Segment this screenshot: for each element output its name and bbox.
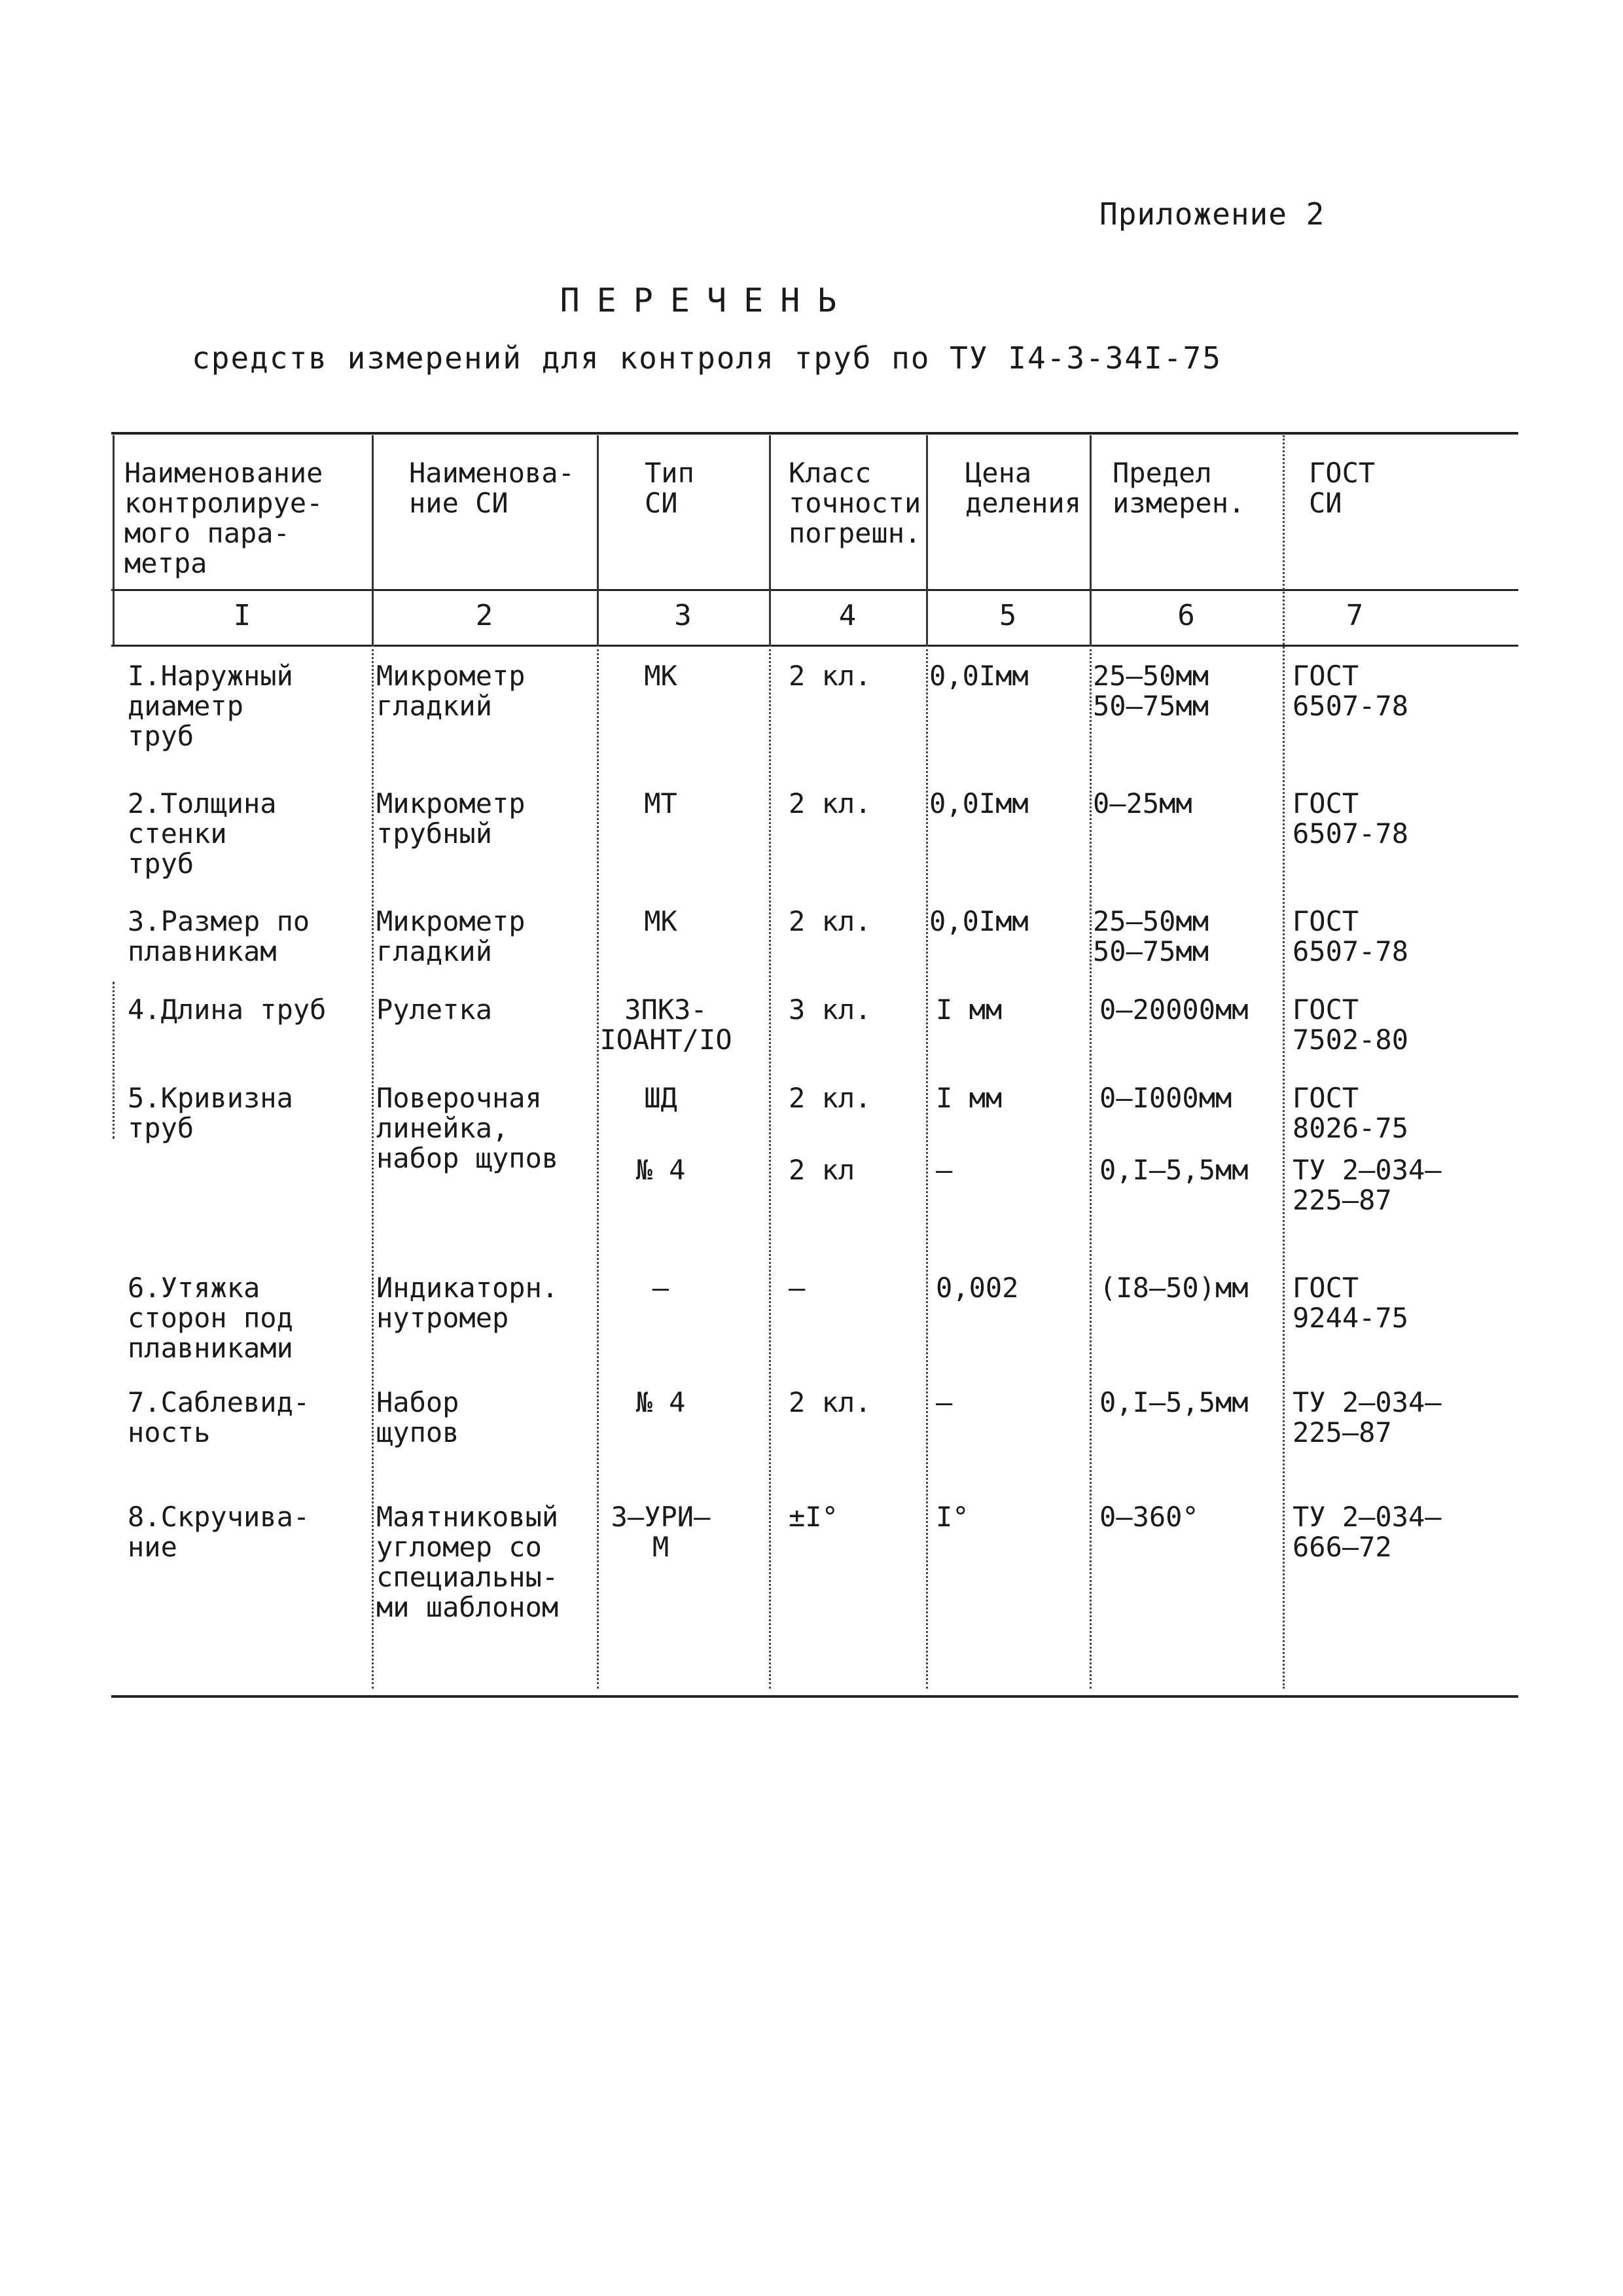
cell-parameter: 6.Утяжка сторон под плавниками xyxy=(128,1272,293,1364)
cell-instrument-name: Набор щупов xyxy=(376,1386,459,1448)
table-bottom-rule xyxy=(111,1695,1518,1698)
header-division: Цена деления xyxy=(965,457,1082,519)
cell-type: МТ xyxy=(644,787,677,819)
column-number: 5 xyxy=(999,599,1017,632)
cell-type: ЗПКЗ- IОАНТ/IO xyxy=(599,994,732,1056)
cell-gost: ТУ 2–034– 225–87 xyxy=(1293,1386,1442,1448)
document-title: ПЕРЕЧЕНЬ xyxy=(560,281,854,319)
cell-accuracy-class: 2 кл. xyxy=(789,905,872,937)
cell-gost: ГОСТ 7502-80 xyxy=(1293,994,1409,1056)
cell-type: – xyxy=(652,1272,669,1304)
cell-parameter: 4.Длина труб xyxy=(128,994,327,1026)
cell-accuracy-class: 2 кл. xyxy=(789,787,872,819)
cell-instrument-name: Поверочная линейка, набор щупов xyxy=(376,1082,559,1174)
header-accuracy-class: Класс точности погрешн. xyxy=(789,457,921,549)
cell-type: ШД xyxy=(644,1082,677,1114)
cell-accuracy-class: 3 кл. xyxy=(789,994,872,1026)
cell-division: 0,0Iмм xyxy=(929,660,1029,692)
header-bottom-rule xyxy=(111,589,1518,591)
cell-gost: ГОСТ 6507-78 xyxy=(1293,787,1409,850)
cell-gost: ГОСТ 8026-75 xyxy=(1293,1082,1409,1144)
cell-gost: ГОСТ 9244-75 xyxy=(1293,1272,1409,1334)
col-divider-5-body xyxy=(926,645,928,1689)
cell-accuracy-class: – xyxy=(789,1272,806,1304)
cell-instrument-name: Рулетка xyxy=(376,994,493,1026)
header-instrument-name: Наименова- ние СИ xyxy=(409,457,575,519)
document-subtitle: средств измерений для контроля труб по ТУ I4-3-34I-75 xyxy=(192,340,1222,376)
cell-limit: 0–I000мм xyxy=(1099,1082,1232,1114)
header-limit: Предел измерен. xyxy=(1113,457,1245,519)
cell-type: 3–УРИ– М xyxy=(611,1501,711,1563)
header-type: Тип СИ xyxy=(645,457,694,519)
cell-parameter: 8.Скручива- ние xyxy=(128,1501,310,1563)
cell-type: МК xyxy=(644,905,677,937)
col-divider-2-body xyxy=(372,645,374,1689)
cell-parameter: 2.Толщина стенки труб xyxy=(128,787,277,880)
column-number: 4 xyxy=(838,599,857,632)
appendix-label: Приложение 2 xyxy=(1099,196,1325,232)
column-number: 7 xyxy=(1346,599,1364,632)
column-number: 6 xyxy=(1177,599,1195,632)
cell-parameter: 5.Кривизна труб xyxy=(128,1082,293,1144)
cell-gost: ГОСТ 6507-78 xyxy=(1293,905,1409,967)
cell-type: № 4 xyxy=(635,1386,686,1418)
cell-limit: 25–50мм 50–75мм xyxy=(1093,660,1209,722)
cell-limit: 0–360° xyxy=(1099,1501,1199,1533)
column-numbers-rule xyxy=(111,645,1518,647)
cell-parameter: 3.Размер по плавникам xyxy=(128,905,310,967)
col-divider-4-body xyxy=(769,645,771,1689)
cell-type: МК xyxy=(644,660,677,692)
cell-instrument-name: Микрометр гладкий xyxy=(376,660,526,722)
cell-division: I° xyxy=(936,1501,969,1533)
cell-instrument-name: Индикаторн. нутромер xyxy=(376,1272,559,1334)
cell-division: I мм xyxy=(936,1082,1003,1114)
cell-accuracy-class: 2 кл. xyxy=(789,1386,872,1418)
cell-accuracy-class: ±I° xyxy=(789,1501,838,1533)
cell-limit: 0,I–5,5мм xyxy=(1099,1154,1249,1186)
cell-gost: ТУ 2–034– 225–87 xyxy=(1293,1154,1442,1216)
cell-type: № 4 xyxy=(635,1154,686,1186)
column-number: 2 xyxy=(475,599,493,632)
cell-limit: 25–50мм 50–75мм xyxy=(1093,905,1209,967)
cell-instrument-name: Маятниковый угломер со специальны- ми шаблоном xyxy=(376,1501,559,1623)
cell-division: 0,0Iмм xyxy=(929,905,1029,937)
cell-division: – xyxy=(936,1386,953,1418)
cell-accuracy-class: 2 кл. xyxy=(789,660,872,692)
column-number: 3 xyxy=(674,599,692,632)
cell-gost: ТУ 2–034– 666–72 xyxy=(1293,1501,1442,1563)
cell-instrument-name: Микрометр гладкий xyxy=(376,905,526,967)
cell-parameter: 7.Саблевид- ность xyxy=(128,1386,310,1448)
cell-limit: 0–25мм xyxy=(1093,787,1192,819)
cell-division: 0,0Iмм xyxy=(929,787,1029,819)
cell-accuracy-class: 2 кл xyxy=(789,1154,855,1186)
cell-division: – xyxy=(936,1154,953,1186)
cell-division: 0,002 xyxy=(936,1272,1019,1304)
cell-instrument-name: Микрометр трубный xyxy=(376,787,526,850)
cell-division: I мм xyxy=(936,994,1003,1026)
column-number: I xyxy=(233,599,251,632)
col-divider-1-body xyxy=(113,982,115,1139)
col-divider-6-body xyxy=(1090,645,1092,1689)
cell-limit: (I8–50)мм xyxy=(1099,1272,1249,1304)
table-top-rule xyxy=(111,432,1518,435)
cell-parameter: I.Наружный диаметр труб xyxy=(128,660,293,752)
cell-accuracy-class: 2 кл. xyxy=(789,1082,872,1114)
cell-limit: 0,I–5,5мм xyxy=(1099,1386,1249,1418)
header-parameter: Наименование контролируе- мого пара- метра xyxy=(124,457,323,579)
header-gost: ГОСТ СИ xyxy=(1309,457,1376,519)
cell-gost: ГОСТ 6507-78 xyxy=(1293,660,1409,722)
cell-limit: 0–20000мм xyxy=(1099,994,1249,1026)
